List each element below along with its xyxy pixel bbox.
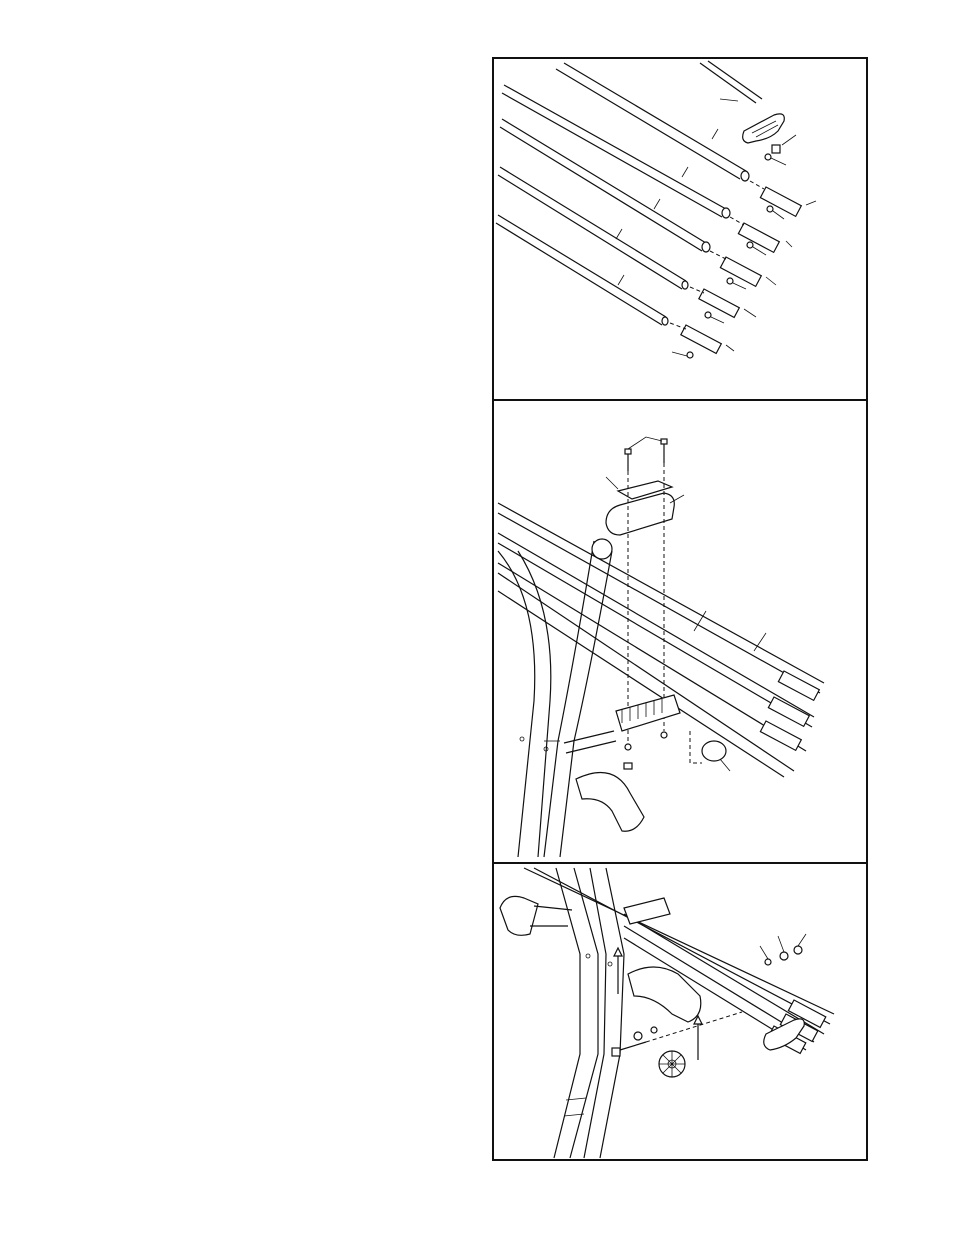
grip-end-5 [670, 323, 734, 358]
frame-uprights [554, 868, 624, 1158]
frame-foot [576, 773, 644, 832]
washer [780, 952, 788, 960]
arrow-up [614, 948, 622, 956]
pole-sections-diagram [494, 59, 866, 399]
handle-piece [700, 61, 784, 143]
fitting [772, 145, 780, 153]
frame-foot-bar [628, 967, 701, 1022]
grip-end-1 [750, 181, 816, 219]
pole-section-5 [496, 215, 668, 325]
end-cap [702, 741, 726, 761]
pole-section-4 [498, 167, 688, 289]
frame-foot-end [500, 896, 538, 935]
clamp-base [616, 695, 680, 731]
bolt-pair [625, 437, 667, 471]
bundle-clamp-diagram [494, 401, 866, 862]
nut [794, 946, 802, 954]
wheel [659, 1051, 685, 1077]
frame-upright-left [498, 539, 612, 857]
nut [651, 1027, 657, 1033]
pole-section-1 [556, 63, 749, 181]
assembly-panel-step-c [492, 862, 868, 1161]
screw [765, 154, 786, 165]
nut [765, 959, 771, 965]
grip-end-2 [730, 217, 792, 255]
grip-end-4 [690, 287, 756, 323]
grip-end-3 [710, 251, 776, 289]
axle-bolt [612, 1042, 646, 1056]
assembly-panel-step-a [492, 57, 868, 401]
clamp-assembly [624, 898, 670, 924]
assembly-panel-step-b [492, 399, 868, 864]
wheel-install-diagram [494, 864, 866, 1159]
washer [634, 1032, 642, 1040]
